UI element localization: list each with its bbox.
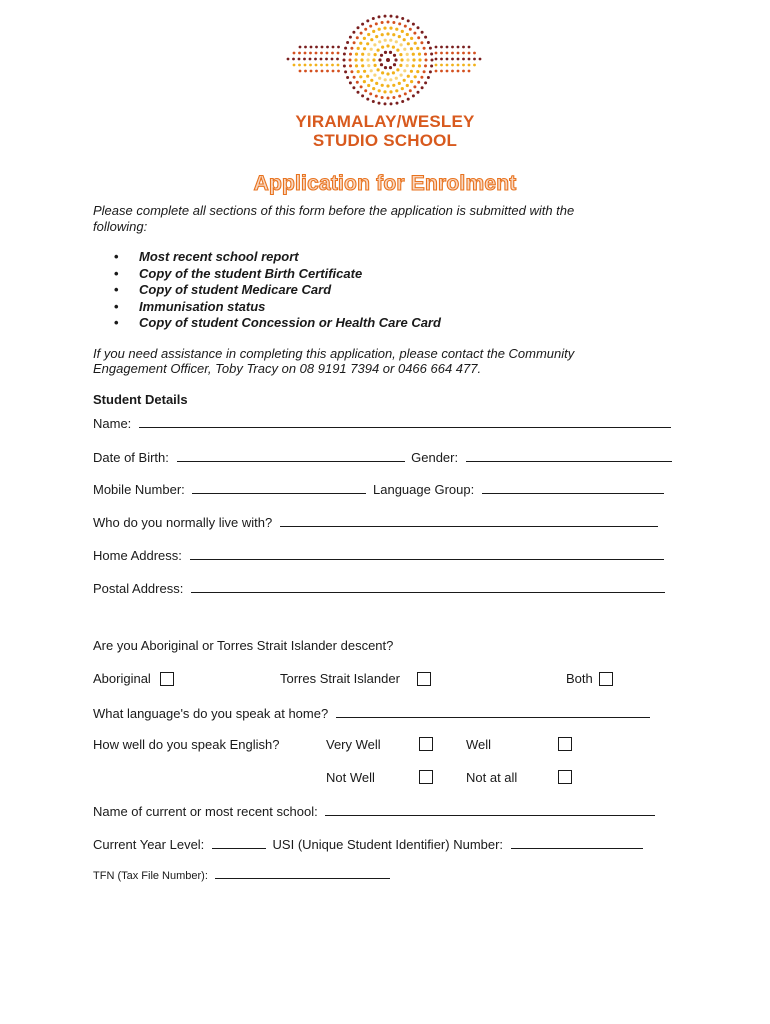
current-school-label: Name of current or most recent school:: [93, 804, 318, 819]
tfn-label: TFN (Tax File Number):: [93, 870, 208, 882]
not-well-checkbox[interactable]: [419, 770, 433, 784]
page-title: Application for Enrolment: [253, 172, 517, 195]
not-well-label: Not Well: [326, 770, 375, 785]
dob-label: Date of Birth:: [93, 450, 169, 465]
not-at-all-label: Not at all: [466, 770, 518, 785]
intro-text-line1: Please complete all sections of this form before the application is submitted with the: [93, 203, 575, 218]
dob-field[interactable]: [177, 449, 405, 462]
assistance-text-line2: Engagement Officer, Toby Tracy on 08 9191 7394 or 0466 664 477.: [93, 361, 482, 376]
intro-text-line2: following:: [93, 219, 148, 234]
option-both-label: Both: [566, 671, 593, 686]
home-address-row: [93, 547, 664, 563]
language-group-field[interactable]: [482, 481, 664, 494]
list-item: • Immunisation status: [108, 299, 441, 316]
postal-address-field[interactable]: [191, 580, 665, 593]
lives-with-row: [93, 514, 658, 530]
list-item: • Copy of the student Birth Certificate: [108, 266, 441, 283]
very-well-label: Very Well: [326, 737, 381, 752]
current-school-field[interactable]: [325, 803, 655, 816]
school-logo-icon: [284, 14, 488, 106]
school-name-line2: [0, 131, 770, 151]
year-usi-row: [93, 836, 643, 852]
school-name-line1-text: YIRAMALAY/WESLEY: [295, 112, 475, 131]
postal-address-label: Postal Address:: [93, 581, 184, 596]
torres-strait-islander-checkbox[interactable]: [417, 672, 431, 686]
well-checkbox[interactable]: [558, 737, 572, 751]
dob-gender-row: [93, 449, 672, 465]
home-language-field[interactable]: [336, 705, 650, 718]
well-label: Well: [466, 737, 492, 752]
tfn-field[interactable]: [215, 868, 390, 879]
option-tsi-label: Torres Strait Islander: [280, 671, 400, 686]
school-name-line2-text: STUDIO SCHOOL: [312, 131, 458, 150]
student-details-heading: Student Details: [93, 392, 188, 407]
descent-question: Are you Aboriginal or Torres Strait Islander descent?: [93, 638, 394, 653]
usi-field[interactable]: [511, 836, 643, 849]
name-label: Name:: [93, 416, 132, 431]
list-item: • Most recent school report: [108, 249, 441, 266]
name-field[interactable]: [139, 415, 671, 428]
both-checkbox[interactable]: [599, 672, 613, 686]
very-well-checkbox[interactable]: [419, 737, 433, 751]
tfn-row: [93, 868, 390, 882]
home-address-label: Home Address:: [93, 548, 182, 563]
assistance-text-line1: If you need assistance in completing this application, please contact the Community: [93, 346, 575, 361]
required-documents-list: [108, 249, 441, 332]
home-address-field[interactable]: [190, 547, 664, 560]
list-item: • Copy of student Concession or Health Care Card: [108, 315, 441, 332]
postal-address-row: [93, 580, 665, 596]
aboriginal-checkbox[interactable]: [160, 672, 174, 686]
gender-label: Gender:: [411, 450, 459, 465]
mobile-language-row: [93, 481, 664, 497]
english-question: How well do you speak English?: [93, 737, 280, 752]
mobile-label: Mobile Number:: [93, 482, 185, 497]
list-item: • Copy of student Medicare Card: [108, 282, 441, 299]
gender-field[interactable]: [466, 449, 672, 462]
name-row: [93, 415, 671, 431]
option-aboriginal-label: Aboriginal: [93, 671, 151, 686]
school-name-line1: [0, 112, 770, 132]
language-group-label: Language Group:: [373, 482, 475, 497]
lives-with-field[interactable]: [280, 514, 658, 527]
year-level-field[interactable]: [212, 836, 266, 849]
not-at-all-checkbox[interactable]: [558, 770, 572, 784]
home-language-row: [93, 705, 650, 721]
mobile-field[interactable]: [192, 481, 366, 494]
current-school-row: [93, 803, 655, 819]
home-language-label: What language's do you speak at home?: [93, 706, 329, 721]
year-level-label: Current Year Level:: [93, 837, 205, 852]
lives-with-label: Who do you normally live with?: [93, 515, 273, 530]
usi-label: USI (Unique Student Identifier) Number:: [272, 837, 504, 852]
